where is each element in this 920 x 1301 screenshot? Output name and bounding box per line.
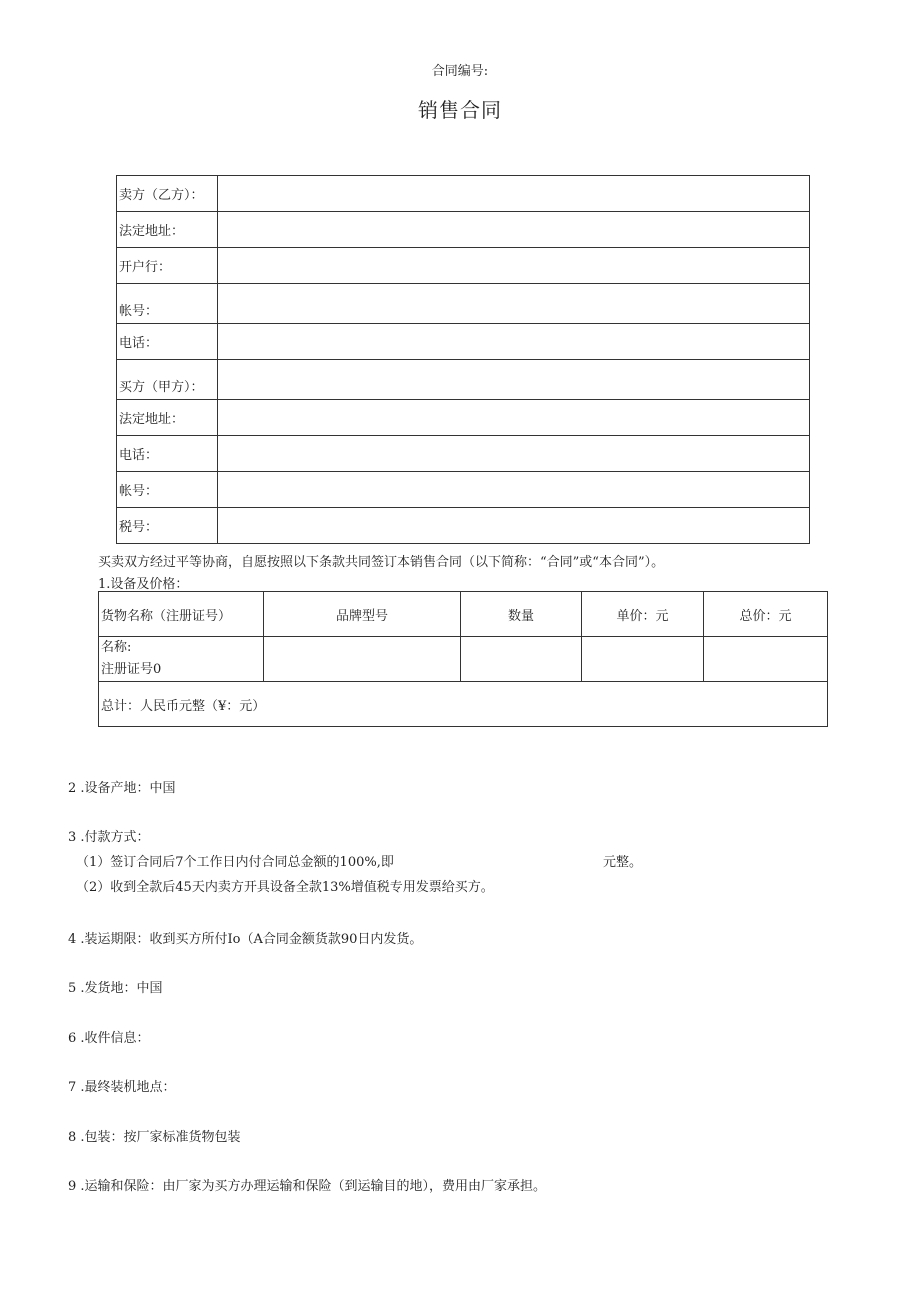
table-row bbox=[117, 284, 810, 324]
seller-account-field[interactable] bbox=[218, 284, 810, 324]
table-row bbox=[117, 508, 810, 544]
clause-3-item-1-end: 元整。 bbox=[603, 855, 643, 870]
header-brand-model: 品牌型号 bbox=[264, 592, 461, 637]
table-row bbox=[117, 248, 810, 284]
goods-name-cell[interactable] bbox=[99, 637, 264, 682]
seller-bank-field[interactable] bbox=[218, 248, 810, 284]
buyer-address-field[interactable] bbox=[218, 400, 810, 436]
table-row bbox=[117, 360, 810, 400]
table-header-row bbox=[99, 592, 828, 637]
header-total-price: 总价：元 bbox=[704, 592, 828, 637]
table-row bbox=[117, 400, 810, 436]
clause-8-packaging: 8 .包装：按厂家标准货物包装 bbox=[68, 1130, 241, 1145]
buyer-label: 买方（甲方）： bbox=[117, 360, 218, 400]
buyer-phone-label: 电话： bbox=[117, 436, 218, 472]
section-1-title: 1.设备及价格： bbox=[98, 577, 189, 592]
header-unit-price: 单价：元 bbox=[582, 592, 704, 637]
clause-5-ship-from: 5 .发货地：中国 bbox=[68, 981, 163, 996]
goods-name-label: 名称: bbox=[101, 640, 132, 655]
table-row bbox=[117, 176, 810, 212]
buyer-account-field[interactable] bbox=[218, 472, 810, 508]
buyer-field[interactable] bbox=[218, 360, 810, 400]
contract-number-label: 合同编号: bbox=[431, 64, 489, 79]
buyer-address-label: 法定地址： bbox=[117, 400, 218, 436]
clause-2-origin: 2 .设备产地：中国 bbox=[68, 781, 176, 796]
total-price-cell[interactable] bbox=[704, 637, 828, 682]
table-row bbox=[117, 436, 810, 472]
goods-price-table bbox=[98, 591, 828, 727]
intro-paragraph: 买卖双方经过平等协商，自愿按照以下条款共同签订本销售合同（以下简称：“合同”或“本合同”）。 bbox=[98, 555, 665, 570]
seller-address-field[interactable] bbox=[218, 212, 810, 248]
clause-3-item-2: （2）收到全款后45天内卖方开具设备全款13%增值税专用发票给买方。 bbox=[76, 880, 494, 895]
buyer-tax-field[interactable] bbox=[218, 508, 810, 544]
clause-3-payment: 3 .付款方式： bbox=[68, 830, 150, 845]
table-total-row bbox=[99, 682, 828, 727]
header-quantity: 数量 bbox=[461, 592, 582, 637]
clause-3-item-1: （1）签订合同后7个工作日内付合同总金额的100%,即 bbox=[76, 855, 394, 870]
seller-label: 卖方（乙方）： bbox=[117, 176, 218, 212]
quantity-cell[interactable] bbox=[461, 637, 582, 682]
clause-9-transport: 9 .运输和保险：由厂家为买方办理运输和保险（到运输目的地），费用由厂家承担。 bbox=[68, 1179, 547, 1194]
page-title: 销售合同 bbox=[418, 98, 502, 122]
seller-address-label: 法定地址： bbox=[117, 212, 218, 248]
seller-phone-label: 电话： bbox=[117, 324, 218, 360]
table-row bbox=[117, 472, 810, 508]
clause-7-install-site: 7 .最终装机地点： bbox=[68, 1080, 176, 1095]
brand-model-cell[interactable] bbox=[264, 637, 461, 682]
goods-reg-label: 注册证号0 bbox=[101, 662, 162, 677]
seller-field[interactable] bbox=[218, 176, 810, 212]
seller-bank-label: 开户行： bbox=[117, 248, 218, 284]
party-info-table bbox=[116, 175, 810, 544]
header-goods-name: 货物名称（注册证号） bbox=[99, 592, 264, 637]
buyer-tax-label: 税号： bbox=[117, 508, 218, 544]
buyer-account-label: 帐号： bbox=[117, 472, 218, 508]
grand-total-cell: 总计：人民币元整（¥：元） bbox=[99, 682, 828, 727]
unit-price-cell[interactable] bbox=[582, 637, 704, 682]
seller-phone-field[interactable] bbox=[218, 324, 810, 360]
table-row bbox=[117, 212, 810, 248]
table-row bbox=[99, 637, 828, 682]
seller-account-label: 帐号： bbox=[117, 284, 218, 324]
clause-6-recipient: 6 .收件信息： bbox=[68, 1031, 150, 1046]
buyer-phone-field[interactable] bbox=[218, 436, 810, 472]
clause-4-shipping: 4 .装运期限：收到买方所付Io（A合同金额货款90日内发货。 bbox=[68, 932, 423, 947]
table-row bbox=[117, 324, 810, 360]
